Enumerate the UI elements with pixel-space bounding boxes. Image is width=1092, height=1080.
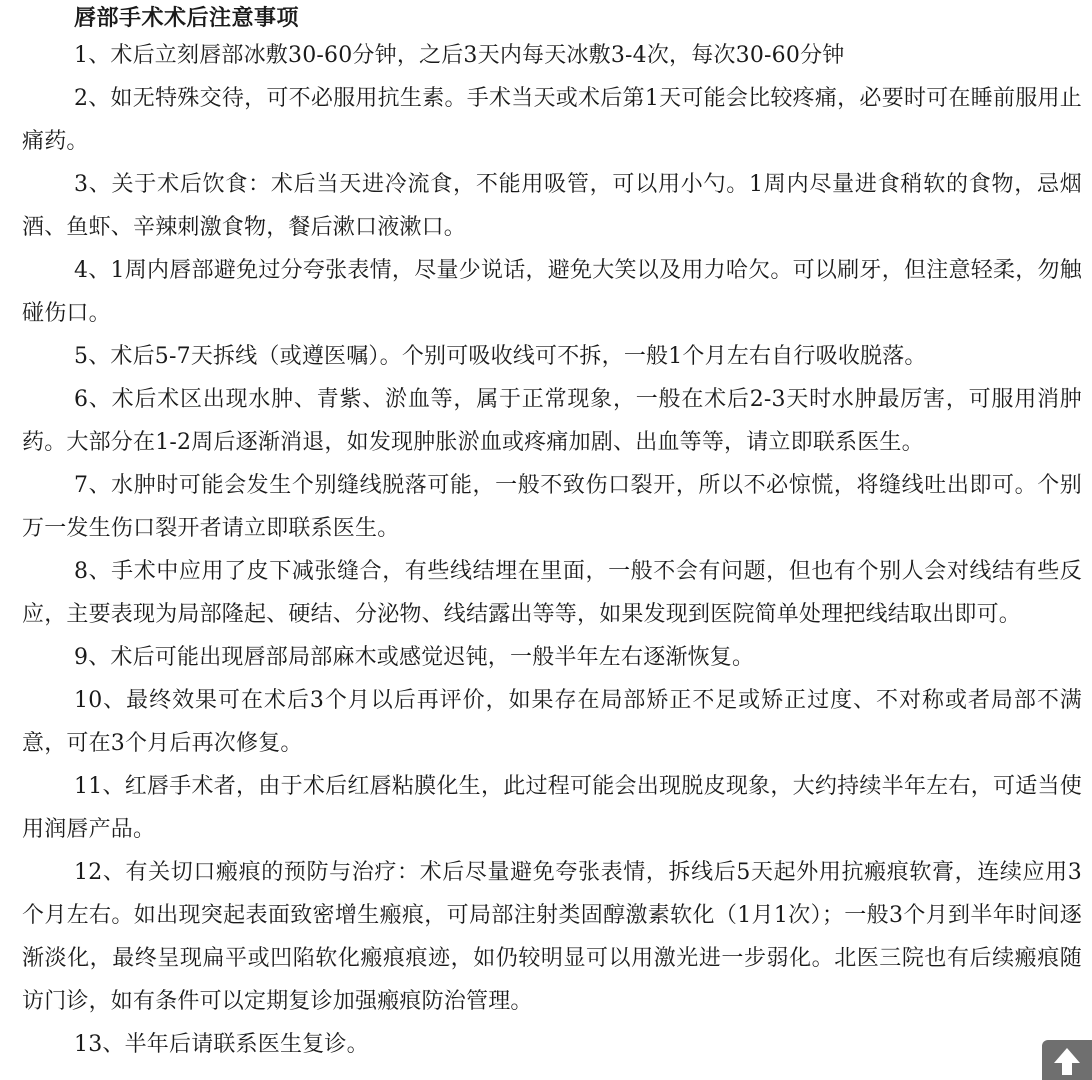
list-item: 11、红唇手术者，由于术后红唇粘膜化生，此过程可能会出现脱皮现象，大约持续半年左右，可适当使用润唇产品。 [22,774,1082,842]
list-item: 13、半年后请联系医生复诊。 [74,1032,369,1057]
list-item: 3、关于术后饮食：术后当天进冷流食，不能用吸管，可以用小勺。1周内尽量进食稍软的食物，忌烟酒、鱼虾、辛辣刺激食物，餐后漱口液漱口。 [22,172,1082,240]
list-item: 1、术后立刻唇部冰敷30-60分钟，之后3天内每天冰敷3-4次，每次30-60分钟 [74,43,845,68]
list-item: 6、术后术区出现水肿、青紫、淤血等，属于正常现象，一般在术后2-3天时水肿最厉害，可服用消肿药。大部分在1-2周后逐渐消退，如发现肿胀淤血或疼痛加剧、出血等等，请立即联系医生。 [22,387,1082,455]
list-item: 12、有关切口瘢痕的预防与治疗：术后尽量避免夸张表情，拆线后5天起外用抗瘢痕软膏，连续应用3个月左右。如出现突起表面致密增生瘢痕，可局部注射类固醇激素软化（1月1次）；一般3个月到半年时间逐渐淡化，最终呈现扁平或凹陷软化瘢痕痕迹，如仍较明显可以用激光进一步弱化。北医三院也有后续瘢痕随访门诊，如有条件可以定期复诊加强瘢痕防治管理。 [22,860,1082,1014]
list-item: 4、1周内唇部避免过分夸张表情，尽量少说话，避免大笑以及用力哈欠。可以刷牙，但注意轻柔，勿触碰伤口。 [22,258,1082,326]
list-item: 2、如无特殊交待，可不必服用抗生素。手术当天或术后第1天可能会比较疼痛，必要时可在睡前服用止痛药。 [22,86,1082,154]
list-item: 9、术后可能出现唇部局部麻木或感觉迟钝，一般半年左右逐渐恢复。 [74,645,755,670]
list-item: 5、术后5-7天拆线（或遵医嘱）。个别可吸收线可不拆，一般1个月左右自行吸收脱落。 [74,344,927,369]
list-item: 10、最终效果可在术后3个月以后再评价，如果存在局部矫正不足或矫正过度、不对称或者局部不满意，可在3个月后再次修复。 [22,688,1082,756]
arrow-up-icon [1052,1046,1082,1076]
list-item: 7、水肿时可能会发生个别缝线脱落可能，一般不致伤口裂开，所以不必惊慌，将缝线吐出即可。个别万一发生伤口裂开者请立即联系医生。 [22,473,1082,541]
list-item: 8、手术中应用了皮下减张缝合，有些线结埋在里面，一般不会有问题，但也有个别人会对线结有些反应，主要表现为局部隆起、硬结、分泌物、线结露出等等，如果发现到医院简单处理把线结取出即可。 [22,559,1082,627]
document-body [22,0,1082,1066]
page-title: 唇部手术术后注意事项 [74,6,300,31]
scroll-to-top-button[interactable] [1042,1040,1092,1080]
